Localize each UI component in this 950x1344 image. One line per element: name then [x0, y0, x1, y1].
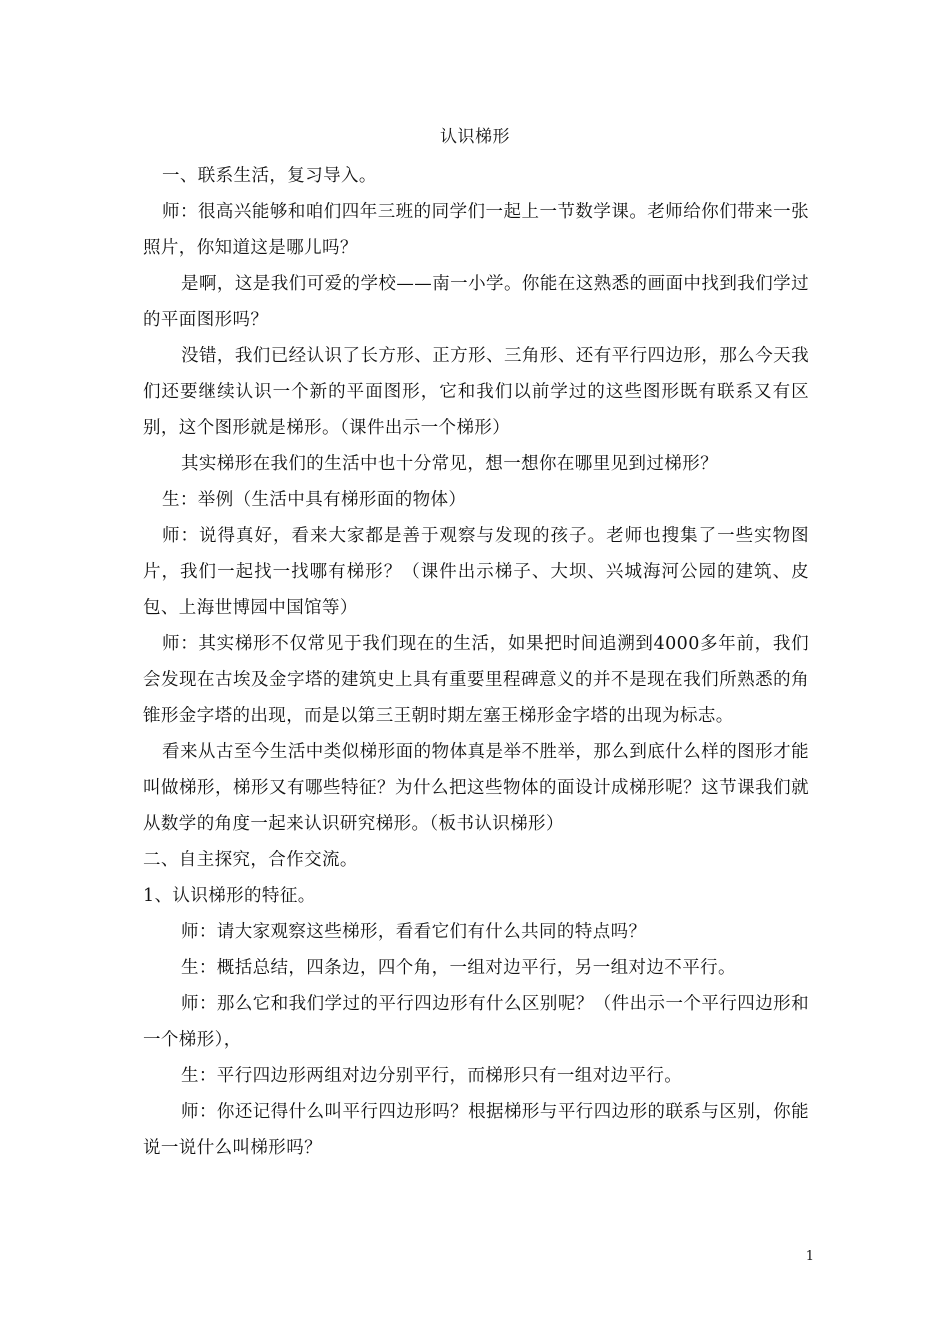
paragraph: 师：其实梯形不仅常见于我们现在的生活，如果把时间追溯到4000多年前，我们会发现在古埃及金字塔的建筑史上具有重要里程碑意义的并不是现在我们所熟悉的角锥形金字塔的出现，而是以第三王朝时期左塞王梯形金字塔的出现为标志。 — [143, 634, 809, 726]
paragraph: 没错，我们已经认识了长方形、正方形、三角形、还有平行四边形，那么今天我们还要继续认识一个新的平面图形，它和我们以前学过的这些图形既有联系又有区别，这个图形就是梯形。（课件出示一个梯形） — [143, 346, 809, 438]
paragraph: 生：概括总结，四条边，四个角，一组对边平行，另一组对边不平行。 — [181, 958, 736, 978]
paragraph: 生：举例（生活中具有梯形面的物体） — [162, 490, 467, 510]
paragraph: 师：请大家观察这些梯形，看看它们有什么共同的特点吗？ — [181, 922, 647, 942]
paragraph: 师：说得真好，看来大家都是善于观察与发现的孩子。老师也搜集了一些实物图片，我们一起找一找哪有梯形？（课件出示梯子、大坝、兴城海河公园的建筑、皮包、上海世博园中国馆等） — [143, 526, 809, 618]
paragraph: 生：平行四边形两组对边分别平行，而梯形只有一组对边平行。 — [181, 1066, 683, 1086]
section-heading: 二、自主探究，合作交流。 — [143, 850, 358, 870]
paragraph: 看来从古至今生活中类似梯形面的物体真是举不胜举，那么到底什么样的图形才能叫做梯形，梯形又有哪些特征？为什么把这些物体的面设计成梯形呢？这节课我们就从数学的角度一起来认识研究梯形。（板书认识梯形） — [143, 742, 809, 834]
document-body — [143, 158, 809, 1166]
subsection-heading: 1、认识梯形的特征。 — [143, 886, 316, 906]
paragraph: 是啊，这是我们可爱的学校——南一小学。你能在这熟悉的画面中找到我们学过的平面图形吗？ — [143, 274, 809, 330]
page-number: 1 — [805, 1249, 814, 1264]
paragraph: 师：很高兴能够和咱们四年三班的同学们一起上一节数学课。老师给你们带来一张照片，你知道这是哪儿吗？ — [143, 202, 809, 258]
paragraph: 一、联系生活，复习导入。 — [162, 166, 377, 186]
paragraph: 师：那么它和我们学过的平行四边形有什么区别呢？（件出示一个平行四边形和一个梯形）， — [143, 994, 809, 1050]
paragraph: 其实梯形在我们的生活中也十分常见，想一想你在哪里见到过梯形？ — [181, 454, 718, 474]
document-title: 认识梯形 — [440, 127, 510, 147]
paragraph: 师：你还记得什么叫平行四边形吗？根据梯形与平行四边形的联系与区别，你能说一说什么叫梯形吗？ — [143, 1102, 809, 1158]
